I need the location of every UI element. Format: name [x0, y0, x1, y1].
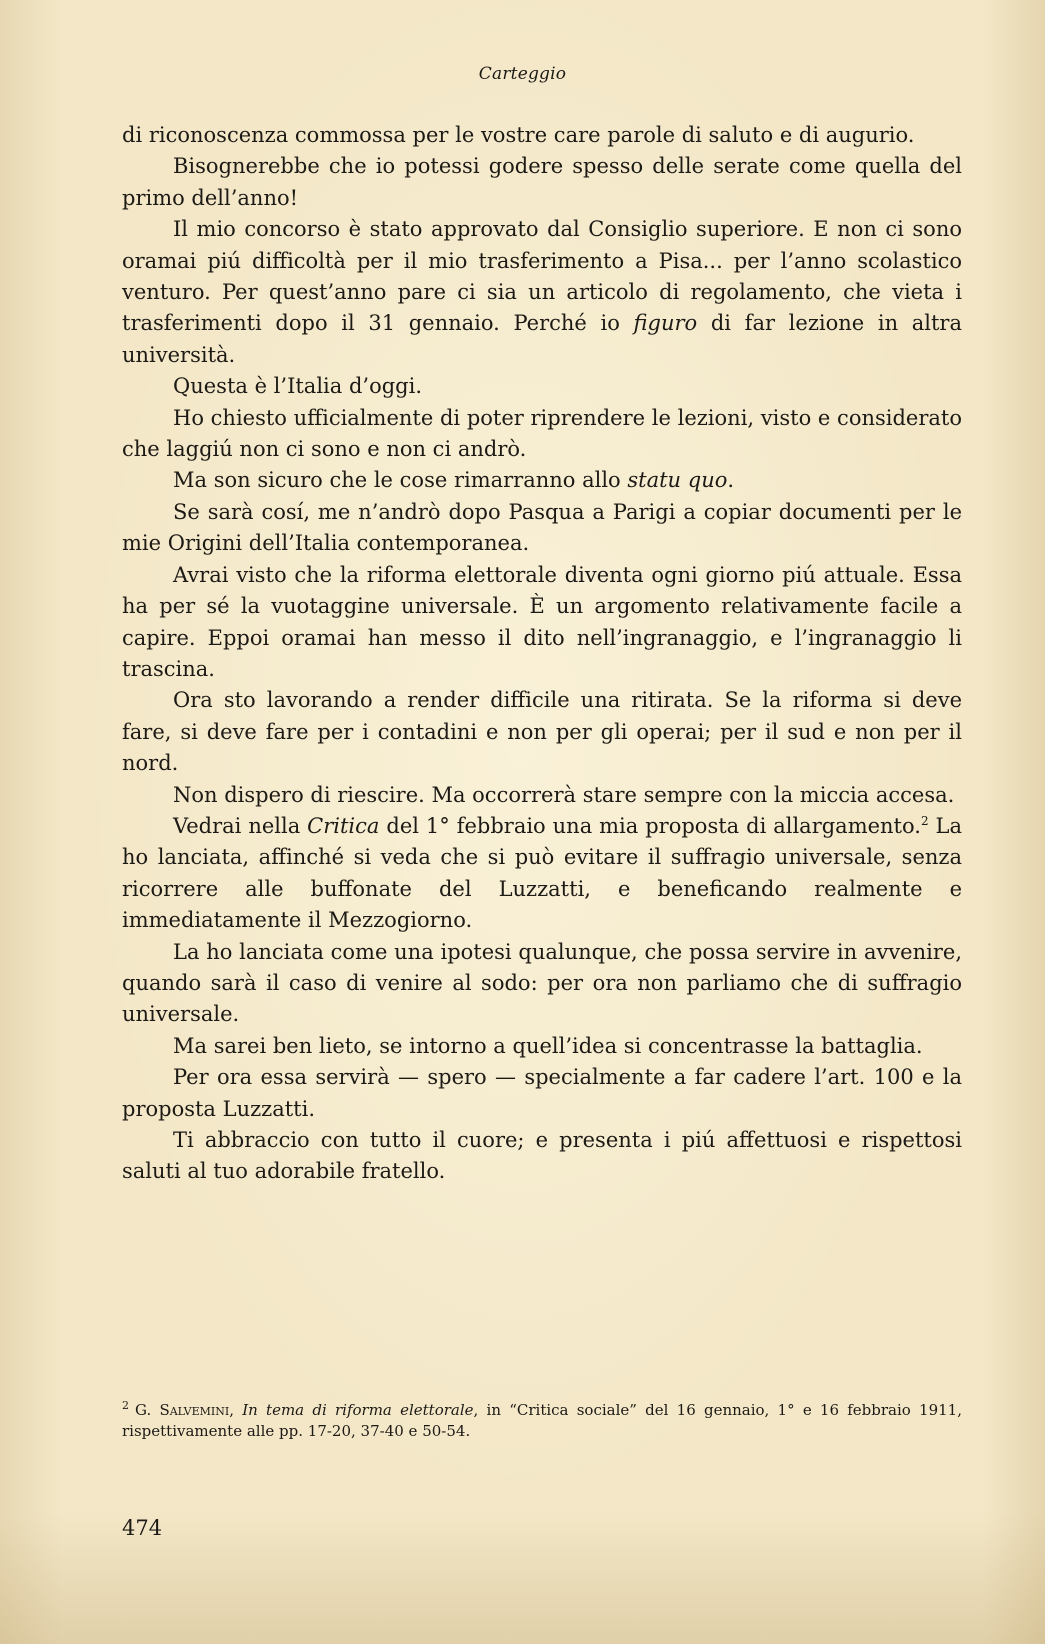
footnote-citation: , in “Critica sociale” del 16 gennaio, 1° e 16 febbraio 1911, rispettivamente alle pp. 17-20, 37-40 e 50-54.	[122, 1401, 962, 1440]
text-segment: Vedrai nella	[173, 813, 308, 838]
text-segment: Avrai visto che la riforma elettorale diventa ogni giorno piú attuale. Essa ha per sé la vuotaggine universale. È un argomento relativamente facile a capire. Eppoi oramai han messo il dito nell’ingranaggio, e l’ingranaggio li trascina.	[122, 562, 962, 681]
text-segment: di riconoscenza commossa per le vostre care parole di saluto e di augurio.	[122, 123, 915, 147]
text-segment: Non dispero di riescire. Ma occorrerà stare sempre con la miccia accesa.	[173, 782, 955, 807]
text-segment: .	[727, 468, 735, 493]
paragraph	[122, 120, 962, 151]
paragraph	[122, 371, 962, 402]
italic-text: Critica	[307, 813, 380, 838]
footnote-separator: ,	[229, 1401, 243, 1419]
text-segment: del 1° febbraio una mia proposta di allargamento.	[379, 813, 921, 838]
paragraph	[122, 560, 962, 686]
paragraph	[122, 497, 962, 560]
paragraph	[122, 1031, 962, 1062]
paragraph	[122, 465, 962, 496]
footnote-title: In tema di riforma elettorale	[242, 1401, 474, 1419]
paragraph	[122, 1062, 962, 1125]
footnote-author-initial: G.	[135, 1401, 160, 1419]
text-segment: Se sarà cosí, me n’andrò dopo Pasqua a Parigi a copiar documenti per le mie Origini dell’Italia contemporanea.	[122, 499, 962, 556]
letter-body	[122, 120, 962, 1188]
italic-text: statu quo	[627, 468, 728, 493]
paragraph	[122, 214, 962, 371]
text-segment: Ti abbraccio con tutto il cuore; e presenta i piú affettuosi e rispettosi saluti al tuo adorabile fratello.	[122, 1128, 962, 1184]
paragraph	[122, 151, 962, 214]
text-segment: di far lezione in altra università.	[122, 311, 962, 367]
footnote	[122, 1395, 962, 1442]
text-segment: Ho chiesto ufficialmente di poter riprendere le lezioni, visto e considerato che laggiú non ci sono e non ci andrò.	[122, 405, 962, 462]
text-segment: Il mio concorso è stato approvato dal Consiglio superiore. E non ci sono oramai piú difficoltà per il mio trasferimento a Pisa... per l’anno scolastico venturo. Per quest’anno pare ci sia un articolo di regolamento, che vieta i trasferimenti dopo il 31 gennaio. Perché io	[122, 217, 962, 336]
text-segment: La ho lanciata come una ipotesi qualunque, che possa servire in avvenire, quando sarà il caso di venire al sodo: per ora non parliamo che di suffragio universale.	[122, 939, 962, 1027]
text-segment: Bisognerebbe che io potessi godere spesso delle serate come quella del primo dell’anno!	[122, 154, 962, 210]
footnote-author-surname: Salvemini	[159, 1401, 230, 1419]
paragraph	[122, 1125, 962, 1188]
paragraph	[122, 685, 962, 779]
footnote-marker: 2	[122, 1399, 129, 1412]
page-number: 474	[122, 1516, 163, 1540]
text-segment: Ma sarei ben lieto, se intorno a quell’idea si concentrasse la battaglia.	[173, 1033, 923, 1058]
paragraph	[122, 811, 962, 937]
text-segment: Ora sto lavorando a render difficile una ritirata. Se la riforma si deve fare, si deve fare per i contadini e non per gli operai; per il sud e non per il nord.	[122, 688, 962, 776]
paragraph	[122, 403, 962, 466]
text-segment: Questa è l’Italia d’oggi.	[173, 374, 422, 399]
paragraph	[122, 937, 962, 1031]
text-segment: Ma son sicuro che le cose rimarranno allo	[173, 468, 628, 493]
text-segment: Per ora essa servirà — spero — specialmente a far cadere l’art. 100 e la proposta Luzzatti.	[122, 1065, 962, 1121]
paragraph	[122, 780, 962, 811]
running-head: Carteggio	[478, 64, 567, 84]
text-segment: La ho lanciata, affinché si veda che si può evitare il suffragio universale, senza ricorrere alle buffonate del Luzzatti, e beneficando realmente e immediatamente il Mezzogiorno.	[122, 813, 962, 933]
footnote-reference: 2	[920, 813, 929, 828]
italic-text: figuro	[633, 311, 698, 336]
